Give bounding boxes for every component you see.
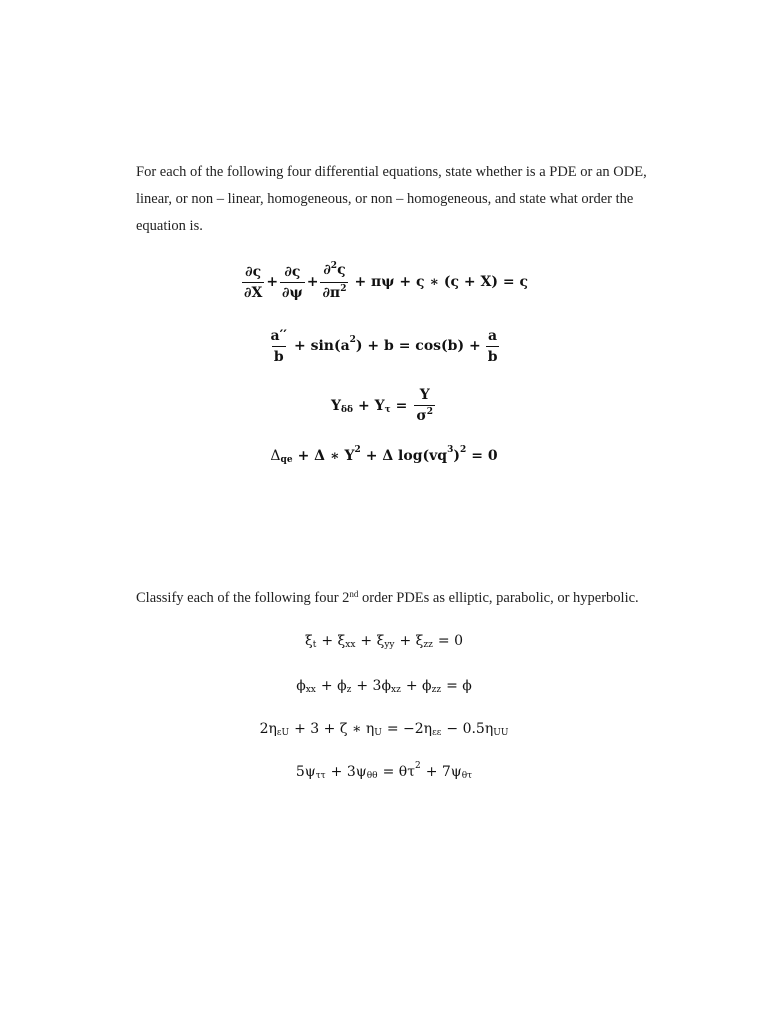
symbol: σ [416, 407, 427, 424]
equation-term: + 3ϕ [356, 678, 392, 694]
instruction-paragraph-2 [136, 585, 666, 612]
equation-term: + ξ [360, 633, 385, 649]
subscript: U [374, 728, 382, 738]
equation-term: = 0 [437, 633, 463, 649]
equation-term: + ξ [321, 633, 346, 649]
symbol: ς [337, 261, 346, 278]
equation-term: + Δ ∗ Y [297, 448, 355, 464]
subscript: δδ [340, 405, 353, 415]
equation-term: + sin(a [293, 338, 350, 354]
fraction-denominator [414, 405, 435, 426]
subscript: xz [391, 685, 401, 695]
equation-3 [0, 384, 768, 428]
symbol: Y [330, 398, 341, 414]
symbol: ∂π [322, 284, 341, 301]
subscript: τ [384, 405, 391, 415]
equation-term: + 7ψ [425, 764, 462, 780]
equation-7 [0, 718, 768, 740]
subscript: yy [384, 640, 395, 650]
equation-term: + 3ψ [330, 764, 367, 780]
equation-2 [0, 324, 768, 368]
fraction-d-sigma-dpsi [280, 264, 305, 301]
equation-term: = −2η [386, 721, 433, 737]
equation-term: + ξ [399, 633, 424, 649]
superscript: 2 [349, 335, 356, 345]
equation-term: + Δ log(vq [365, 448, 448, 464]
equation-term: = θτ [382, 764, 415, 780]
equation-6 [0, 675, 768, 697]
subscript: εU [276, 728, 290, 738]
subscript: xx [305, 685, 316, 695]
subscript: θθ [366, 771, 378, 781]
subscript: z [346, 685, 352, 695]
equation-5 [0, 630, 768, 652]
fraction-numerator [321, 262, 347, 282]
superscript: 2 [354, 445, 361, 455]
equation-term: ϕ [296, 678, 306, 694]
fraction-y-over-sigma-squared [414, 387, 435, 426]
fraction-numerator: ∂ς [245, 263, 262, 280]
equation-term: ) [453, 448, 460, 464]
superscript: nd [349, 589, 359, 599]
fraction-denominator: ∂ψ [280, 282, 305, 301]
fraction-denominator: b [486, 346, 500, 365]
superscript: 2 [426, 406, 433, 417]
symbol: ∂ [323, 261, 331, 278]
fraction-denominator: ∂X [242, 282, 264, 301]
subscript: zz [431, 685, 442, 695]
fraction-numerator: Y [419, 386, 430, 403]
fraction-a-over-b [486, 328, 500, 365]
equation-term: 5ψ [295, 764, 316, 780]
equation-remainder: + πψ + ς ∗ (ς + X) = ς [354, 274, 529, 290]
equation-8 [0, 761, 768, 783]
fraction-a-double-prime-over-b [269, 328, 289, 365]
instruction-paragraph-1: For each of the following four differential equations, state whether is a PDE or an ODE, linear, or non – linear, homogeneous, or non – homogeneous, and state what order the equation is. [136, 164, 647, 234]
equation-term: + Y [358, 398, 385, 414]
subscript: zz [423, 640, 433, 650]
superscript: 2 [459, 445, 467, 455]
fraction-denominator: b [272, 346, 286, 365]
fraction-second-derivative [320, 262, 348, 303]
fraction-numerator: ∂ς [284, 263, 301, 280]
superscript: 2 [340, 283, 347, 294]
superscript: 3 [447, 445, 454, 455]
subscript: qe [280, 455, 293, 465]
subscript: θτ [461, 771, 473, 781]
superscript: 2 [330, 260, 338, 271]
equation-term: + ϕ [405, 678, 432, 694]
equation-1 [0, 260, 768, 304]
equation-term: ξ [305, 633, 313, 649]
instruction-text: order PDEs as elliptic, parabolic, or hyperbolic. [358, 590, 639, 606]
equation-term: = 0 [471, 448, 498, 464]
subscript: εε [432, 728, 442, 738]
fraction-numerator: a [488, 327, 498, 344]
subscript: ττ [315, 771, 326, 781]
equation-term: − 0.5η [446, 721, 494, 737]
fraction-denominator [320, 282, 348, 303]
subscript: xx [345, 640, 356, 650]
equation-4 [0, 444, 768, 468]
symbol: Δ [270, 448, 281, 464]
equation-term: 2η [259, 721, 277, 737]
operator: = [395, 398, 408, 414]
subscript: UU [493, 728, 509, 738]
equation-term: ) + b = cos(b) + [355, 338, 481, 354]
superscript: 2 [414, 761, 421, 771]
subscript: t [312, 640, 317, 650]
operator: + [306, 274, 319, 290]
equation-term: = ϕ [446, 678, 472, 694]
fraction-numerator: a′′ [270, 327, 287, 344]
fraction-d-sigma-dx [242, 264, 264, 301]
equation-term: + ϕ [320, 678, 347, 694]
operator: + [266, 274, 279, 290]
instruction-text: Classify each of the following four 2 [136, 590, 350, 606]
equation-term: + 3 + ζ ∗ η [294, 721, 375, 737]
